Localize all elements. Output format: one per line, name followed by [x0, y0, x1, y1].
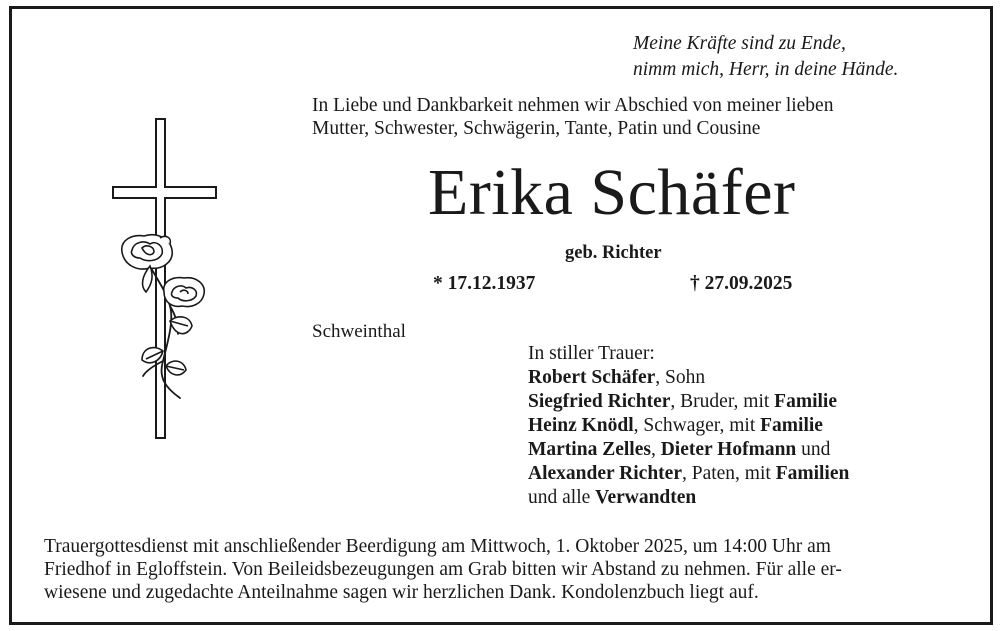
- service-notice-line-1: Trauergottesdienst mit anschließender Beerdigung am Mittwoch, 1. Oktober 2025, um 14:00 Uhr am: [44, 536, 831, 557]
- death-date: † 27.09.2025: [690, 273, 793, 294]
- service-notice-line-3: wiesene und zugedachte Anteilnahme sagen wir herzlichen Dank. Kondolenzbuch liegt auf.: [44, 582, 759, 603]
- mourner-name: Siegfried Richter: [528, 391, 671, 412]
- birth-date: * 17.12.1937: [433, 273, 536, 294]
- mourner-name: Dieter Hofmann: [660, 439, 797, 460]
- intro-line-2: Mutter, Schwester, Schwägerin, Tante, Patin und Cousine: [312, 118, 761, 139]
- mourner-prefix: und alle: [528, 487, 596, 508]
- mourner-relation: , Schwager, mit: [633, 415, 761, 436]
- mourner-line: [528, 486, 849, 510]
- mourners-heading: In stiller Trauer:: [528, 343, 655, 364]
- cross-with-roses-icon: [108, 116, 220, 446]
- service-notice: [44, 535, 842, 604]
- mourner-line: [528, 462, 849, 486]
- mourner-family: Familie: [760, 415, 823, 436]
- mourner-name: Heinz Knödl: [528, 415, 634, 436]
- intro-line-1: In Liebe und Dankbarkeit nehmen wir Abschied von meiner lieben: [312, 95, 834, 116]
- quote-line-2: nimm mich, Herr, in deine Hände.: [633, 59, 899, 80]
- mourner-relation: , Bruder, mit: [670, 391, 775, 412]
- mourner-line: [528, 438, 849, 462]
- mourner-line: [528, 366, 849, 390]
- mourner-name: Robert Schäfer: [528, 367, 656, 388]
- mourner-name: Alexander Richter: [528, 463, 682, 484]
- mourner-relation: , Paten, mit: [681, 463, 776, 484]
- mourner-relation: , Sohn: [655, 367, 706, 388]
- mourner-conjunction: und: [796, 439, 831, 460]
- service-notice-line-2: Friedhof in Egloffstein. Von Beileidsbezeugungen am Grab bitten wir Abstand zu nehmen. Für alle er-: [44, 559, 842, 580]
- mourner-family: Familie: [774, 391, 837, 412]
- quote-line-1: Meine Kräfte sind zu Ende,: [633, 33, 846, 54]
- mourner-line: [528, 390, 849, 414]
- mourner-relatives: Verwandten: [595, 487, 697, 508]
- mourner-name: Martina Zelles: [528, 439, 651, 460]
- mourner-line: [528, 414, 849, 438]
- deceased-name: Erika Schäfer: [428, 156, 796, 229]
- hometown: Schweinthal: [312, 321, 406, 342]
- mourner-family: Familien: [775, 463, 850, 484]
- birth-name: geb. Richter: [565, 243, 662, 263]
- mourners-list: [528, 342, 849, 510]
- intro-text: [312, 94, 833, 140]
- quote: [633, 31, 898, 83]
- mourner-separator: ,: [650, 439, 661, 460]
